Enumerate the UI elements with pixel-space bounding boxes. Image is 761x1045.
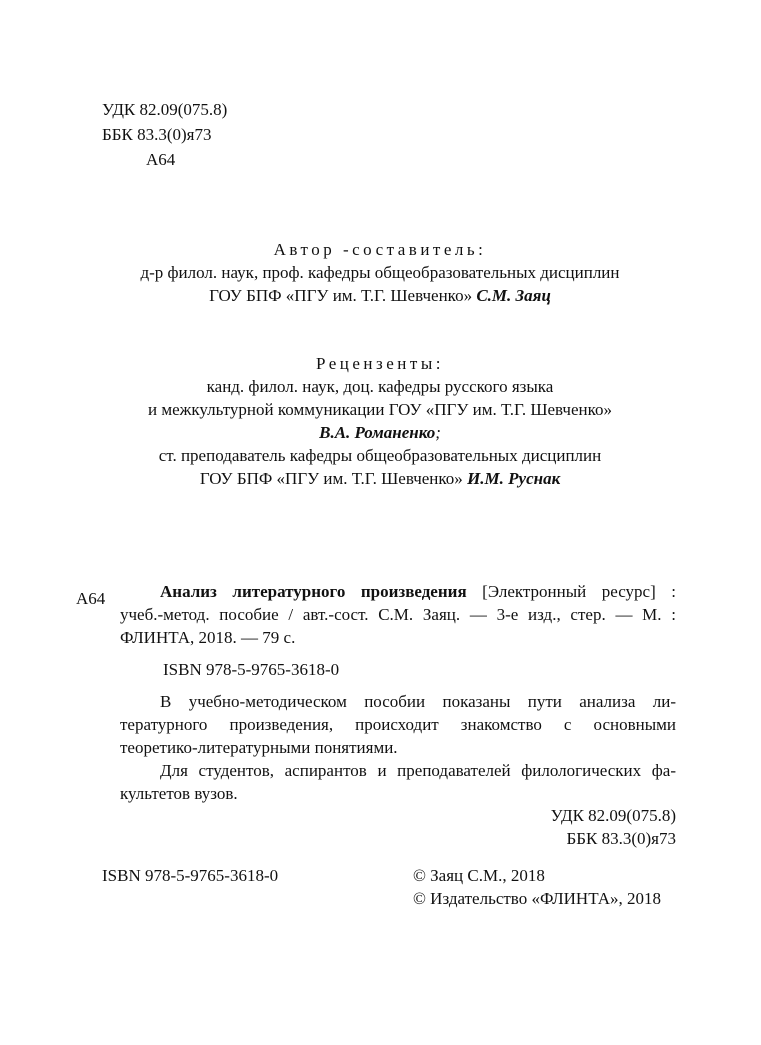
reviewer2-line1: ст. преподаватель кафедры общеобразовательных дисциплин <box>158 446 602 465</box>
reviewers-heading: Рецензенты: <box>316 354 444 373</box>
bibliography-resource: [Электронный ресурс] : <box>482 582 676 601</box>
bibliography-line3: ФЛИНТА, 2018. — 79 с. <box>120 628 296 647</box>
reviewer1-line1: канд. филол. наук, доц. кафедры русского языка <box>206 377 554 396</box>
book-title: Анализ литературного произведения <box>160 582 467 601</box>
reviewer2-line2 <box>120 467 640 490</box>
abstract-p1-line2: тературного произведения, происходит знакомство с основными <box>120 715 676 734</box>
author-institution: ГОУ БПФ «ПГУ им. Т.Г. Шевченко» <box>209 286 473 305</box>
bibliography-record <box>120 580 676 649</box>
author-heading: Автор -составитель: <box>273 240 487 259</box>
bottom-bbk: ББК 83.3(0)я73 <box>566 829 676 848</box>
author-name: С.М. Заяц <box>476 286 551 305</box>
abstract-p1-line3: теоретико-литературными понятиями. <box>120 738 398 757</box>
reviewer1-name: В.А. Романенко <box>319 423 436 442</box>
udk-code: УДК 82.09(075.8) <box>102 100 228 119</box>
reviewer1-name-line <box>120 421 640 444</box>
bibliography-mark: А64 <box>76 589 106 608</box>
bibliography-line1 <box>120 580 676 603</box>
copyright-publisher: © Издательство «ФЛИНТА», 2018 <box>413 889 662 908</box>
abstract-p2-line1: Для студентов, аспирантов и преподавателей филологических фа- <box>160 761 676 780</box>
reviewer2-institution: ГОУ БПФ «ПГУ им. Т.Г. Шевченко» <box>199 469 463 488</box>
copyright-author: © Заяц С.М., 2018 <box>413 866 545 885</box>
bottom-udk: УДК 82.09(075.8) <box>550 806 676 825</box>
author-affiliation-line2 <box>120 284 640 307</box>
reviewer1-line2: и межкультурной коммуникации ГОУ «ПГУ им. Т.Г. Шевченко» <box>147 400 613 419</box>
author-block <box>120 238 640 307</box>
reviewers-block <box>120 352 640 490</box>
footer-isbn: ISBN 978-5-9765-3618-0 <box>102 866 279 885</box>
bibliography-isbn: ISBN 978-5-9765-3618-0 <box>163 660 340 679</box>
abstract-p2-line2: культетов вузов. <box>120 784 238 803</box>
bottom-codes <box>400 804 676 850</box>
bbk-code: ББК 83.3(0)я73 <box>102 125 212 144</box>
bibliography-line2: учеб.-метод. пособие / авт.-сост. С.М. Заяц. — 3-е изд., стер. — М. : <box>120 605 676 624</box>
author-mark: А64 <box>146 150 176 169</box>
author-affiliation-line1: д-р филол. наук, проф. кафедры общеобразовательных дисциплин <box>140 263 620 282</box>
abstract-p1-line1: В учебно-методическом пособии показаны пути анализа ли- <box>160 692 676 711</box>
reviewer1-punct: ; <box>435 423 441 442</box>
abstract <box>120 690 676 805</box>
reviewer2-name: И.М. Руснак <box>467 469 561 488</box>
